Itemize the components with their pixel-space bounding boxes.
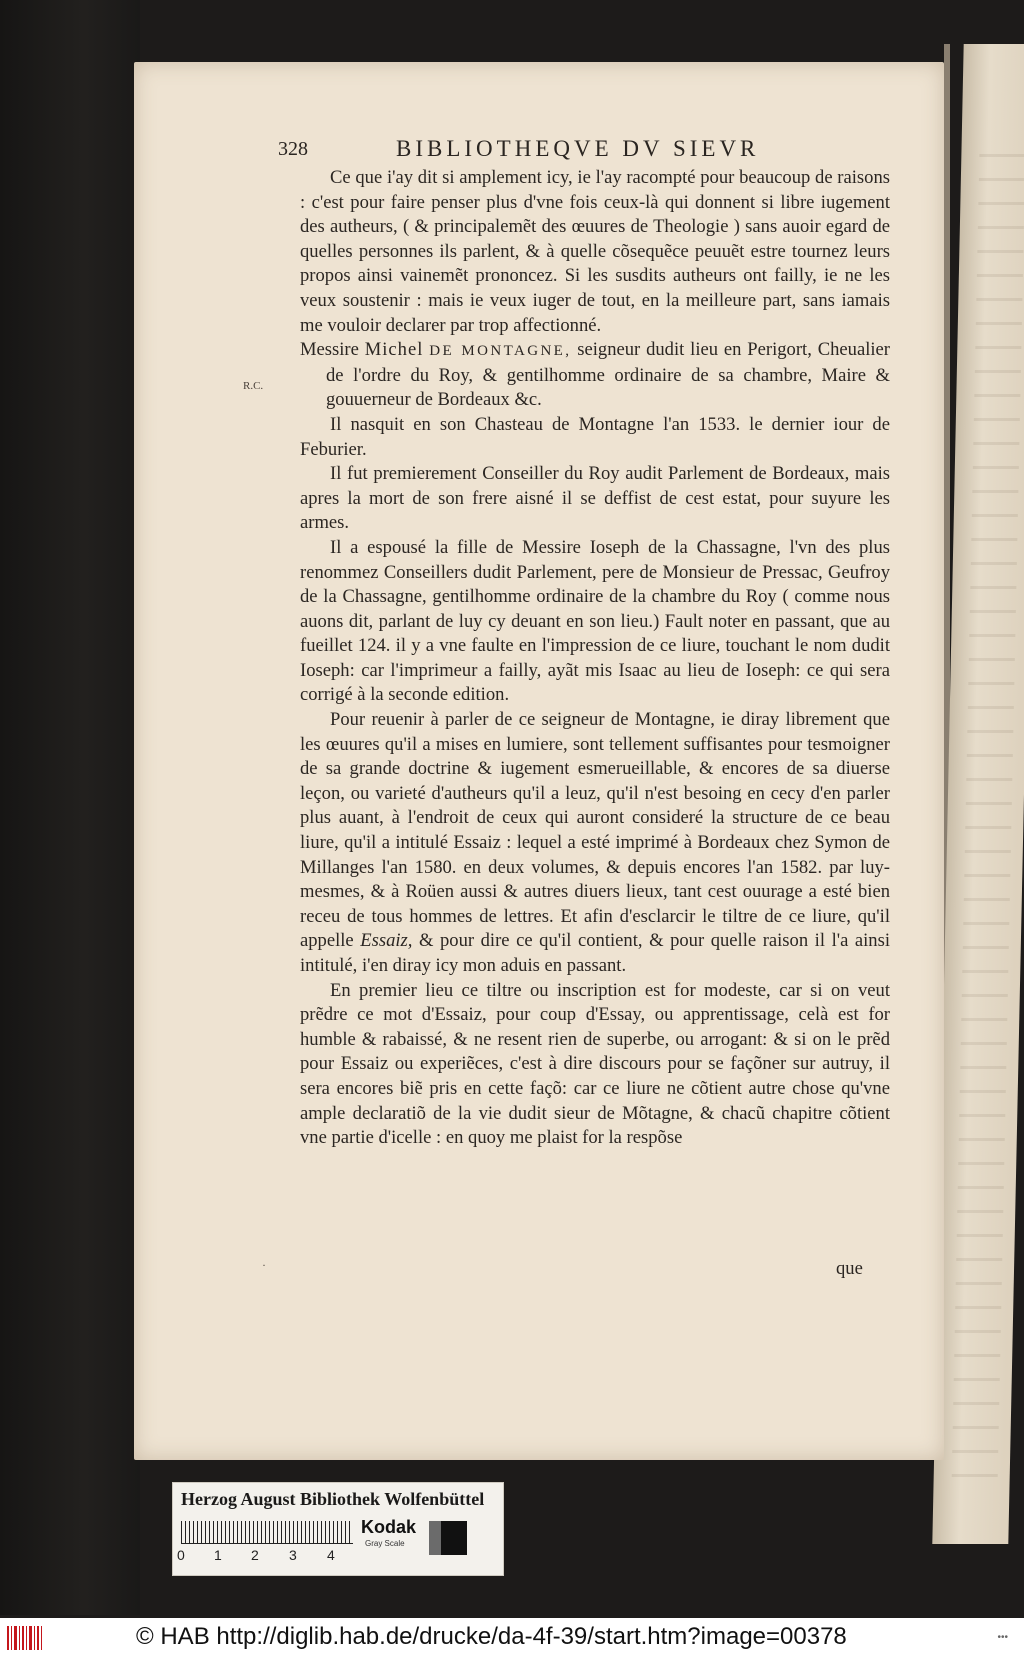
- scan-background-left: [0, 0, 140, 1615]
- copyright-link[interactable]: © HAB http://diglib.hab.de/drucke/da-4f-39/start.htm?image=00378: [136, 1623, 847, 1650]
- paragraph-messire-montagne: [300, 338, 890, 413]
- ruler-number: 3: [289, 1547, 297, 1563]
- ruler-number: 1: [214, 1547, 222, 1563]
- viewer-footer: [0, 1618, 1024, 1657]
- paragraph-mariage: Il a espousé la fille de Messire Ioseph de la Chassagne, l'vn des plus renommez Conseillers dudit Parlement, pere de Monsieur de Pressac, Geufroy de la Chassagne, gentilhomme ordinaire de la chambre du Roy ( comme nous auons dit, parlant de luy cy deuant en son lieu.) Fault noter en passant, que au fueillet 124. il y a vne faulte en l'impression de ce liure, touchant le nom dudit Ioseph: car l'imprimeur a failly, ayãt mis Isaac au lieu de Ioseph: ce qui sera corrigé à la seconde edition.: [300, 536, 890, 706]
- page-number: 328: [278, 138, 308, 160]
- more-dots-icon[interactable]: •••: [997, 1632, 1008, 1643]
- hab-barcode-icon: [6, 1624, 46, 1652]
- black-swatch: [441, 1521, 467, 1555]
- gray-swatch: [429, 1521, 441, 1555]
- paragraph-oeuures: [300, 708, 890, 979]
- running-head-title: BIBLIOTHEQVE DV SIEVR: [396, 136, 760, 161]
- entry-surname: DE MONTAGNE,: [429, 343, 572, 360]
- ruler-numbers: [177, 1547, 357, 1565]
- entry-prefix: Messire: [300, 339, 359, 361]
- kodak-logo: Kodak: [361, 1517, 417, 1537]
- library-name: Herzog August Bibliothek Wolfenbüttel: [181, 1489, 485, 1509]
- ruler-number: 0: [177, 1547, 185, 1563]
- paragraph-oeuures-end: & pour dire ce qu'il contient, & pour quelle raison il l'a ainsi intitulé, i'en diray icy mon aduis en passant.: [300, 930, 891, 976]
- ruler-number: 2: [251, 1547, 259, 1563]
- essaiz-italic: Essaiz,: [360, 930, 413, 952]
- paragraph-conseiller: Il fut premierement Conseiller du Roy audit Parlement de Bordeaux, mais apres la mort de son frere aisné il se deffist de cest estat, pour suyure les armes.: [300, 463, 890, 534]
- paragraph-naissance: Il nasquit en son Chasteau de Montagne l'an 1533. le dernier iour de Feburier.: [300, 413, 890, 460]
- color-calibration-target: [172, 1482, 504, 1576]
- paragraph-tiltre: En premier lieu ce tiltre ou inscription est for modeste, car si on veut prẽdre ce mot d'Essaiz, pour coup d'Essay, ou apprentissage, celà est for humble & rabaissé, & ne resent rien de superbe, ou arrogant: & si on le prẽd pour Essaiz ou experiẽces, c'est à dire discours pour se façõner sur autruy, il sera encores biẽ pris en cette façõ: car ce liure ne cõtient autre chose qu'vne ample declaratiõ de la vie dudit sieur de Mõtagne, & chacũ chapitre cõtient vne partie d'icelle : en quoy me plaist for la respõse: [300, 979, 890, 1149]
- measurement-ruler: [181, 1521, 353, 1544]
- paragraph-oeuures-text: Pour reuenir à parler de ce seigneur de Montagne, ie diray librement que les œuures qu'il a mises en lumiere, sont tellement suffisantes pour tesmoigner de sa grande doctrine & iugement esmerueillable, & encores de sa diuerse leçon, ou varieté d'autheurs qu'il a leuz, qu'il n'est besoing en cecy d'en parler plus auant, à l'endroit de ceux qui auront consideré la structure de ce beau liure, qu'il a intitulé Essaiz : lequel a esté imprimé à Bordeaux chez Symon de Millanges l'an 1580. en deux volumes, & depuis encores l'an 1582. par luy-mesmes, & à Roüen aussi & autres diuers lieux, tant cest ouurage a esté bien receu de tous hommes de lettres. Et afin d'esclarcir le tiltre de ce liure, qu'il appelle: [300, 709, 890, 952]
- page-body-text: [300, 166, 890, 1151]
- facing-page-text-shadow: [952, 154, 1024, 1484]
- margin-note: R.C.: [243, 380, 264, 392]
- entry-titles: seigneur dudit lieu en Perigort, Cheualier de l'ordre du Roy, & gentilhomme ordinaire de sa chambre, Maire & gouuerneur de Bordeaux &c.: [326, 339, 890, 411]
- ruler-number: 4: [327, 1547, 335, 1563]
- paragraph-ce-que-iay-dit: Ce que i'ay dit si amplement icy, ie l'ay racompté pour beaucoup de raisons : c'est pour faire penser plus d'vne fois ceux-là qui donnent si libre iugement des autheurs, ( & principalemẽt des œuures de Theologie ) sans auoir egard de quelles personnes ils parlent, & à quelle cõsequẽce peuuẽt estre tournez leurs propos ainsi vainemẽt prononcez. Si les susdits autheurs ont failly, ie ne les veux soustenir : mais ie veux iuger de tout, en la meilleure part, sans iamais me vouloir declarer par trop affectionné.: [300, 167, 890, 336]
- catchword: que: [836, 1258, 863, 1279]
- page-speck: ·: [262, 1258, 266, 1272]
- entry-first-name: Michel: [364, 339, 424, 361]
- gray-scale-label: Gray Scale: [365, 1539, 405, 1548]
